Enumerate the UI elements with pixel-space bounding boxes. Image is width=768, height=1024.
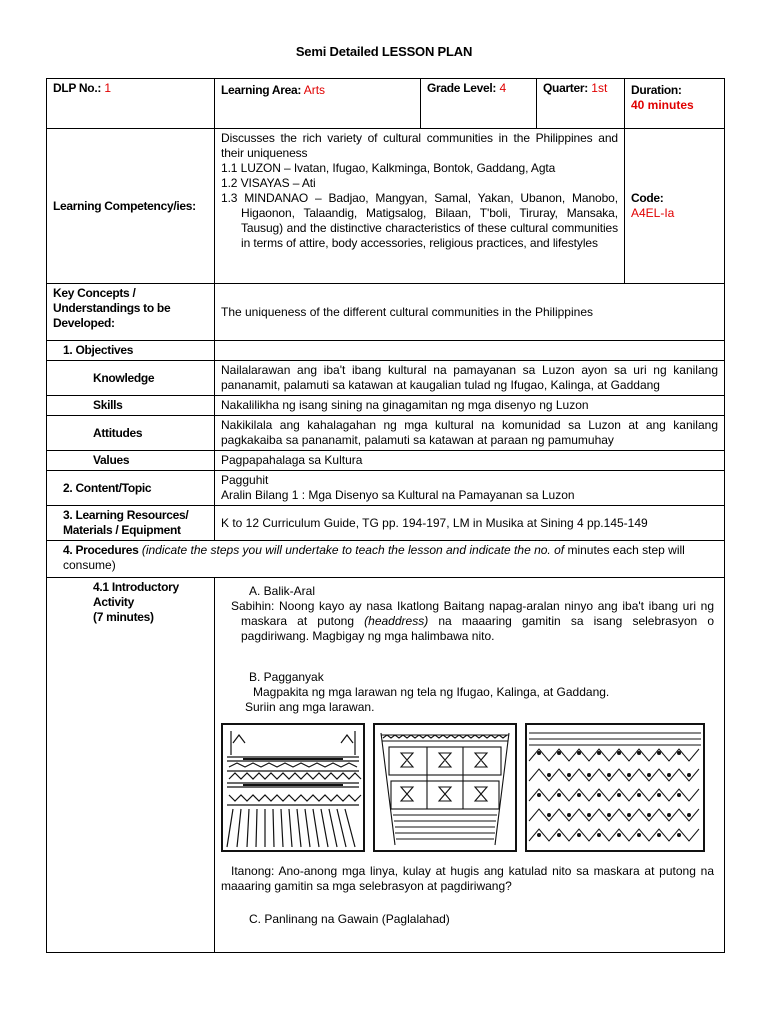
panlinang-heading: C. Panlinang na Gawain (Paglalahad) bbox=[249, 912, 450, 926]
intro-activity-content-cell bbox=[215, 578, 725, 953]
key-concepts-value-cell bbox=[215, 284, 725, 341]
skills-label-cell bbox=[47, 396, 215, 416]
objectives-empty-cell bbox=[215, 341, 725, 361]
attitudes-label: Attitudes bbox=[93, 425, 143, 440]
intro-activity-label-2: Activity bbox=[93, 595, 134, 609]
resources-value-cell bbox=[215, 506, 725, 541]
balik-aral-text bbox=[221, 599, 718, 644]
quarter-cell bbox=[537, 79, 625, 129]
knowledge-label: Knowledge bbox=[93, 370, 155, 385]
values-label: Values bbox=[93, 453, 130, 467]
dlp-value: 1 bbox=[104, 81, 112, 95]
code-value: A4EL-Ia bbox=[631, 206, 675, 220]
values-row bbox=[47, 451, 725, 471]
quarter-value: 1st bbox=[591, 81, 608, 95]
objectives-row bbox=[47, 341, 725, 361]
knowledge-label-cell bbox=[47, 361, 215, 396]
textile-image-2 bbox=[373, 723, 517, 852]
values-value-cell bbox=[215, 451, 725, 471]
quarter-label: Quarter: bbox=[543, 81, 588, 95]
duration-label: Duration: bbox=[631, 83, 682, 97]
content-line-1: Pagguhit bbox=[221, 473, 269, 487]
knowledge-value-cell bbox=[215, 361, 725, 396]
learning-area-value: Arts bbox=[303, 83, 326, 97]
values-value: Pagpapahalaga sa Kultura bbox=[221, 453, 363, 467]
attitudes-label-cell bbox=[47, 416, 215, 451]
intro-activity-row bbox=[47, 578, 725, 953]
attitudes-value-cell bbox=[215, 416, 725, 451]
learning-area-label: Learning Area: bbox=[221, 83, 302, 97]
procedures-cell bbox=[47, 541, 725, 578]
duration-value: 40 minutes bbox=[631, 98, 694, 112]
attitudes-value: Nakikilala ang kahalagahan ng mga kultural na komunidad sa Luzon at ang kanilang pagkakaiba sa pananamit, palamuti sa katawan at paraan ng pamumuhay bbox=[221, 418, 718, 447]
pagganyak-text-1: Magpakita ng mga larawan ng tela ng Ifugao, Kalinga, at Gaddang. bbox=[253, 685, 610, 699]
key-concepts-label-cell bbox=[47, 284, 215, 341]
dlp-cell bbox=[47, 79, 215, 129]
competency-item-luzon: 1.1 LUZON – Ivatan, Ifugao, Kalkminga, Bontok, Gaddang, Agta bbox=[221, 161, 556, 175]
content-label: 2. Content/Topic bbox=[63, 480, 152, 495]
key-concepts-label: Key Concepts / Understandings to be Developed: bbox=[53, 286, 171, 330]
key-concepts-value: The uniqueness of the different cultural communities in the Philippines bbox=[221, 304, 593, 319]
competency-label-cell bbox=[47, 129, 215, 284]
duration-cell bbox=[625, 79, 725, 129]
grade-level-label: Grade Level: bbox=[427, 81, 497, 95]
competency-intro: Discusses the rich variety of cultural communities in the Philippines and their uniqueness bbox=[221, 131, 618, 160]
header-row bbox=[47, 79, 725, 129]
competency-row bbox=[47, 129, 725, 284]
procedures-note: (indicate the steps you will undertake to teach the lesson and indicate the no. of bbox=[141, 543, 565, 557]
grade-level-value: 4 bbox=[499, 81, 507, 95]
resources-label-cell bbox=[47, 506, 215, 541]
balik-aral-text-2: na maaaring gamitin sa isang selebrasyon o pagdiriwang. Magbigay ng mga halimbawa nito. bbox=[241, 614, 714, 643]
procedures-label: 4. Procedures bbox=[63, 543, 139, 557]
knowledge-value: Nailalarawan ang iba't ibang kultural na pamayanan sa Luzon ayon sa uri ng kanilang pananamit, palamuti sa katawan at kaugalian tulad ng Ifugao, Kalinga, at Gaddang bbox=[221, 363, 718, 392]
dlp-label: DLP No.: bbox=[53, 81, 102, 95]
textile-pattern-1 bbox=[223, 725, 363, 850]
skills-row bbox=[47, 396, 725, 416]
skills-value: Nakalilikha ng isang sining na ginagamitan ng mga disenyo ng Luzon bbox=[221, 398, 589, 412]
values-label-cell bbox=[47, 451, 215, 471]
objectives-label: 1. Objectives bbox=[63, 343, 134, 357]
intro-activity-label-1: 4.1 Introductory bbox=[93, 580, 179, 594]
skills-label: Skills bbox=[93, 398, 123, 412]
competency-item-mindanao: 1.3 MINDANAO – Badjao, Mangyan, Samal, Yakan, Ubanon, Manobo, Higaonon, Talaandig, Matigsalog, Bilaan, T'boli, Tiruray, Mansaka, Tausug) and the distinctive characteristics of these cultural communities in terms of attire, body accessories, religious practices, and lifestyles bbox=[221, 191, 618, 250]
attitudes-row bbox=[47, 416, 725, 451]
objectives-label-cell bbox=[47, 341, 215, 361]
resources-value: K to 12 Curriculum Guide, TG pp. 194-197, LM in Musika at Sining 4 pp.145-149 bbox=[221, 515, 648, 530]
pagganyak-heading: B. Pagganyak bbox=[249, 670, 324, 684]
procedures-note-end: minutes each step will consume) bbox=[63, 543, 685, 572]
balik-aral-headdress: (headdress) bbox=[364, 614, 429, 628]
balik-aral-text-1: Sabihin: Noong kayo ay nasa Ikatlong Baitang napag-aralan ninyo ang iba't ibang uri ng maskara at putong bbox=[231, 599, 714, 628]
competency-label: Learning Competency/ies: bbox=[53, 198, 196, 213]
grade-level-cell bbox=[421, 79, 537, 129]
procedures-row bbox=[47, 541, 725, 578]
learning-area-cell bbox=[215, 79, 421, 129]
textile-image-1 bbox=[221, 723, 365, 852]
content-row bbox=[47, 471, 725, 506]
resources-row bbox=[47, 506, 725, 541]
competency-item-visayas: 1.2 VISAYAS – Ati bbox=[221, 176, 316, 190]
intro-activity-label-cell bbox=[47, 578, 215, 953]
document-title: Semi Detailed LESSON PLAN bbox=[295, 44, 473, 59]
code-label: Code: bbox=[631, 191, 664, 205]
textile-images bbox=[221, 723, 718, 852]
textile-pattern-2 bbox=[375, 725, 515, 850]
intro-activity-label-3: (7 minutes) bbox=[93, 610, 154, 624]
content-value-cell bbox=[215, 471, 725, 506]
pagganyak-text-2: Suriin ang mga larawan. bbox=[245, 700, 375, 714]
resources-label: 3. Learning Resources/ Materials / Equipment bbox=[63, 508, 189, 537]
content-label-cell bbox=[47, 471, 215, 506]
competency-text-cell bbox=[215, 129, 625, 284]
textile-pattern-3 bbox=[527, 725, 703, 850]
textile-image-3 bbox=[525, 723, 705, 852]
key-concepts-row bbox=[47, 284, 725, 341]
knowledge-row bbox=[47, 361, 725, 396]
skills-value-cell bbox=[215, 396, 725, 416]
itanong-text: Itanong: Ano-anong mga linya, kulay at hugis ang katulad nito sa maskara at putong na maaaring gamitin sa mga selebrasyon at pagdiriwang? bbox=[221, 864, 714, 893]
content-line-2: Aralin Bilang 1 : Mga Disenyo sa Kultural na Pamayanan sa Luzon bbox=[221, 488, 575, 502]
balik-aral-heading: A. Balik-Aral bbox=[249, 584, 316, 598]
lesson-plan-table bbox=[46, 78, 725, 953]
code-cell bbox=[625, 129, 725, 284]
